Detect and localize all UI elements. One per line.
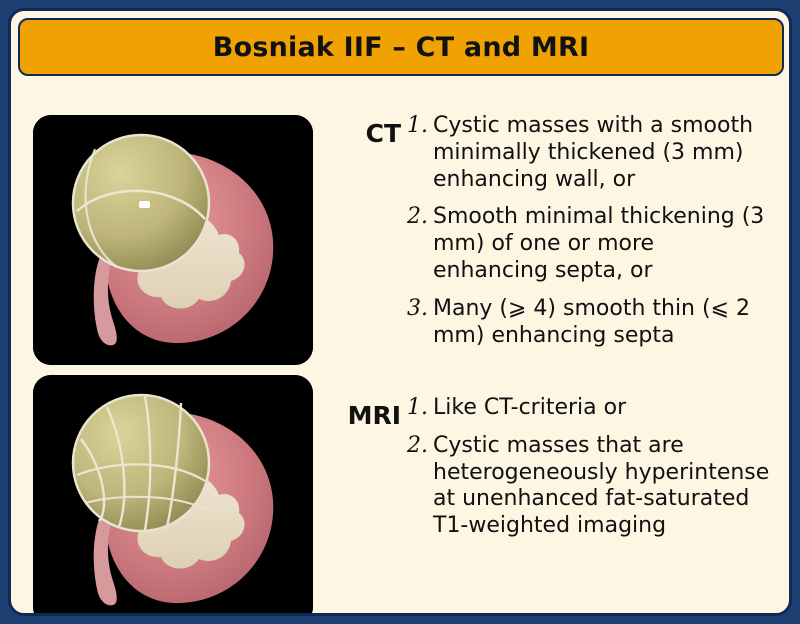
list-item-text: Many (⩾ 4) smooth thin (⩽ 2 mm) enhancing septa <box>433 295 751 348</box>
list-item <box>407 395 775 422</box>
list-item-text: Cystic masses that are heterogeneously hyperintense at unenhanced fat-saturated T1-weighted imaging <box>433 432 770 539</box>
figure-content <box>11 83 789 613</box>
list-item-text: Smooth minimal thickening (3 mm) of one or more enhancing septa, or <box>433 204 765 284</box>
list-item <box>407 433 775 540</box>
mri-criteria-list <box>407 395 775 551</box>
list-item-number: 2. <box>407 204 428 230</box>
ct-criteria-list <box>407 113 775 361</box>
figure-card <box>8 8 792 616</box>
row-label-mri: MRI <box>347 401 401 430</box>
list-item <box>407 113 775 193</box>
list-item-number: 3. <box>407 295 428 321</box>
row-label-ct: CT <box>365 119 401 148</box>
list-item-number: 1. <box>407 113 428 138</box>
renal-cyst-ct-illustration <box>33 115 313 365</box>
renal-cyst-mri-illustration <box>33 375 313 616</box>
page-title: Bosniak IIF – CT and MRI <box>212 31 590 63</box>
list-item-text: Like CT-criteria or <box>433 395 627 420</box>
list-item <box>407 296 775 350</box>
list-item <box>407 204 775 284</box>
list-item-number: 2. <box>407 432 428 458</box>
figure-title-bar <box>18 18 784 76</box>
list-item-text: Cystic masses with a smooth minimally thickened (3 mm) enhancing wall, or <box>433 113 754 192</box>
list-item-number: 1. <box>407 395 428 420</box>
